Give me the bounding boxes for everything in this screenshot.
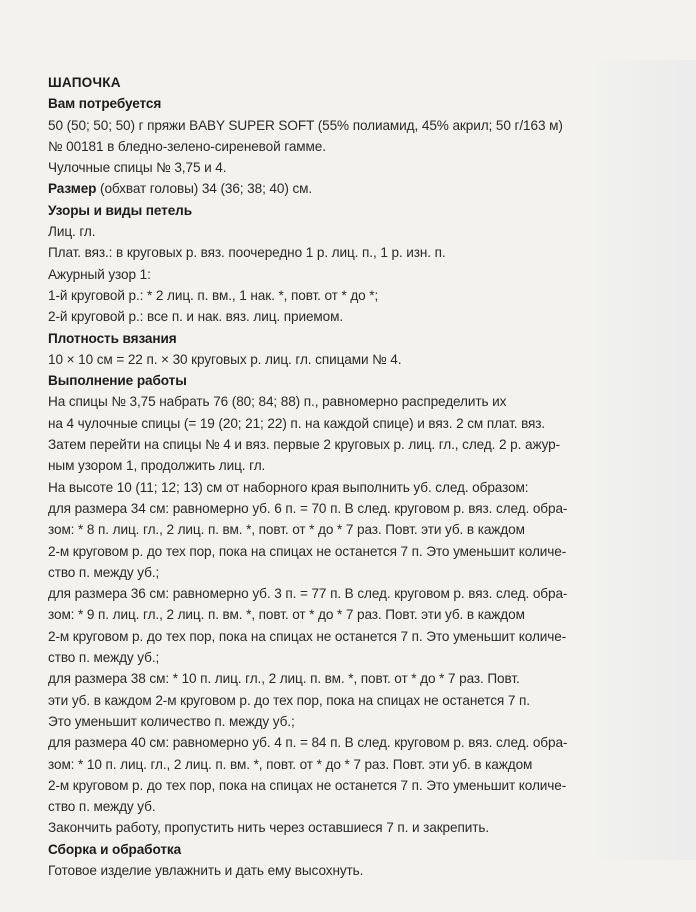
instruction-line: 2-м круговом р. до тех пор, пока на спицах не останется 7 п. Это уменьшит количе-: [48, 777, 567, 793]
size-heading: Размер: [48, 181, 97, 197]
patterns-line: 2-й круговой р.: все п. и нак. вяз. лиц. приемом.: [48, 309, 344, 325]
instruction-line: ство п. между уб.;: [48, 650, 160, 666]
instruction-line: для размера 34 см: равномерно уб. 6 п. = 70 п. В след. круговом р. вяз. след. обра-: [48, 500, 568, 516]
materials-line: Чулочные спицы № 3,75 и 4.: [48, 160, 227, 176]
instruction-line: 2-м круговом р. до тех пор, пока на спицах не останется 7 п. Это уменьшит количе-: [48, 628, 567, 644]
materials-line: 50 (50; 50; 50) г пряжи BABY SUPER SOFT (55% полиамид, 45% акрил; 50 г/163 м): [48, 117, 563, 133]
finishing-heading: Сборка и обработка: [48, 841, 182, 857]
gauge-heading: Плотность вязания: [48, 330, 177, 346]
instruction-line: 2-м круговом р. до тех пор, пока на спицах не останется 7 п. Это уменьшит количе-: [48, 543, 567, 559]
patterns-heading: Узоры и виды петель: [48, 202, 192, 218]
instruction-line: ным узором 1, продолжить лиц. гл.: [48, 458, 266, 474]
size-line: [48, 178, 648, 199]
instruction-line: Затем перейти на спицы № 4 и вяз. первые 2 круговых р. лиц. гл., след. 2 р. ажур-: [48, 437, 561, 453]
instruction-line: На высоте 10 (11; 12; 13) см от наборного края выполнить уб. след. образом:: [48, 479, 529, 495]
instruction-line: для размера 40 см: равномерно уб. 4 п. = 84 п. В след. круговом р. вяз. след. обра-: [48, 735, 568, 751]
instruction-line: ство п. между уб.: [48, 799, 156, 815]
instruction-line: ство п. между уб.;: [48, 564, 160, 580]
instruction-line: зом: * 9 п. лиц. гл., 2 лиц. п. вм. *, повт. от * до * 7 раз. Повт. эти уб. в каждом: [48, 607, 525, 623]
instruction-line: зом: * 10 п. лиц. гл., 2 лиц. п. вм. *, повт. от * до * 7 раз. Повт. эти уб. в каждом: [48, 756, 533, 772]
materials-line: № 00181 в бледно-зелено-сиреневой гамме.: [48, 138, 326, 154]
size-text: (обхват головы) 34 (36; 38; 40) см.: [96, 181, 313, 197]
patterns-line: Ажурный узор 1:: [48, 266, 151, 282]
instruction-line: Закончить работу, пропустить нить через оставшиеся 7 п. и закрепить.: [48, 820, 490, 836]
patterns-line: Плат. вяз.: в круговых р. вяз. поочередно 1 р. лиц. п., 1 р. изн. п.: [48, 245, 446, 261]
gauge-text: 10 × 10 см = 22 п. × 30 круговых р. лиц. гл. спицами № 4.: [48, 351, 402, 367]
instruction-line: для размера 36 см: равномерно уб. 3 п. = 77 п. В след. круговом р. вяз. след. обра-: [48, 586, 568, 602]
instruction-line: На спицы № 3,75 набрать 76 (80; 84; 88) п., равномерно распределить их: [48, 394, 507, 410]
instructions-heading: Выполнение работы: [48, 373, 187, 389]
document-page: [48, 72, 648, 881]
document-title: ШАПОЧКА: [48, 75, 121, 90]
patterns-line: Лиц. гл.: [48, 224, 96, 240]
materials-heading: Вам потребуется: [48, 96, 162, 112]
instruction-line: эти уб. в каждом 2-м круговом р. до тех пор, пока на спицах не останется 7 п.: [48, 692, 530, 708]
instruction-line: зом: * 8 п. лиц. гл., 2 лиц. п. вм. *, повт. от * до * 7 раз. Повт. эти уб. в каждом: [48, 522, 525, 538]
instruction-line: для размера 38 см: * 10 п. лиц. гл., 2 лиц. п. вм. *, повт. от * до * 7 раз. Повт.: [48, 671, 520, 687]
finishing-text: Готовое изделие увлажнить и дать ему высохнуть.: [48, 862, 364, 878]
instruction-line: на 4 чулочные спицы (= 19 (20; 21; 22) п. на каждой спице) и вяз. 2 см плат. вяз.: [48, 415, 546, 431]
instruction-line: Это уменьшит количество п. между уб.;: [48, 713, 295, 729]
patterns-line: 1-й круговой р.: * 2 лиц. п. вм., 1 нак. *, повт. от * до *;: [48, 287, 379, 303]
